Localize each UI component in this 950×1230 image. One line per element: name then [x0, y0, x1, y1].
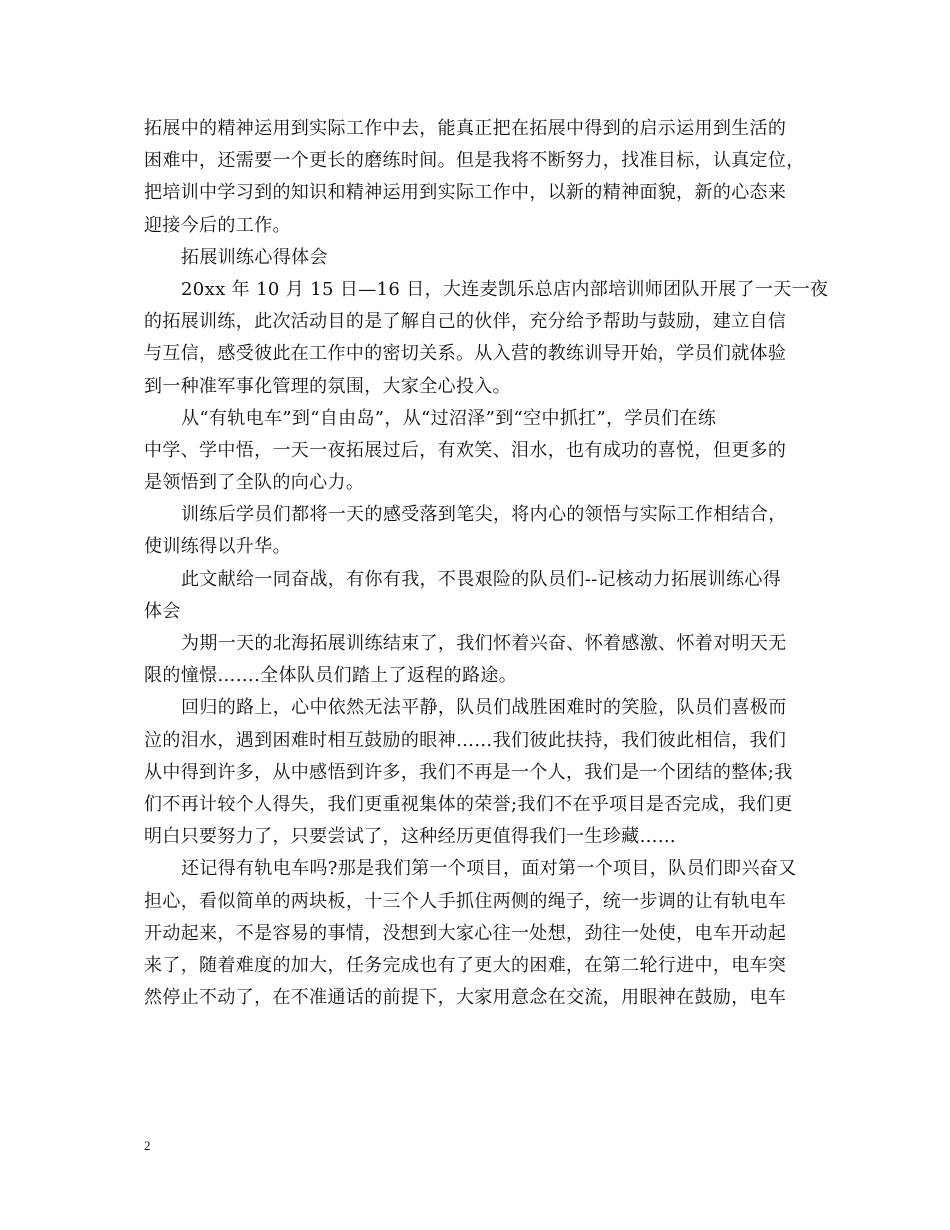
text-line: 限的憧憬…….全体队员们踏上了返程的路途。 — [144, 665, 518, 687]
text-line: 20xx 年 10 月 15 日—16 日，大连麦凯乐总店内部培训师团队开展了一天一夜 — [181, 278, 829, 300]
text-line: 回归的路上，心中依然无法平静，队员们战胜困难时的笑脸，队员们喜极而 — [181, 697, 787, 719]
text-line: 然停止不动了，在不准通话的前提下，大家用意念在交流，用眼神在鼓励，电车 — [144, 987, 787, 1009]
page-number: 2 — [144, 1138, 151, 1153]
text-line: 明白只要努力了，只要尝试了，这种经历更值得我们一生珍藏…… — [144, 826, 677, 848]
text-line: 使训练得以升华。 — [144, 536, 291, 558]
text-line: 从中得到许多，从中感悟到许多，我们不再是一个人，我们是一个团结的整体;我 — [144, 761, 793, 783]
text-line: 与互信，感受彼此在工作中的密切关系。从入营的教练训导开始，学员们就体验 — [144, 343, 787, 365]
text-line: 泣的泪水，遇到困难时相互鼓励的眼神……我们彼此扶持，我们彼此相信，我们 — [144, 729, 787, 751]
text-line: 从“有轨电车”到“自由岛”，从“过沼泽”到“空中抓扛”，学员们在练 — [181, 407, 717, 429]
text-line: 的拓展训练，此次活动目的是了解自己的伙伴，充分给予帮助与鼓励，建立自信 — [144, 311, 787, 333]
text-line: 来了，随着难度的加大，任务完成也有了更大的困难，在第二轮行进中，电车突 — [144, 954, 787, 976]
text-line: 到一种准军事化管理的氛围，大家全心投入。 — [144, 375, 511, 397]
document-body — [144, 113, 829, 1014]
text-line: 训练后学员们都将一天的感受落到笔尖，将内心的领悟与实际工作相结合， — [181, 504, 787, 526]
text-line: 把培训中学习到的知识和精神运用到实际工作中，以新的精神面貌，新的心态来 — [144, 182, 787, 204]
text-line: 为期一天的北海拓展训练结束了，我们怀着兴奋、怀着感激、怀着对明天无 — [181, 633, 787, 654]
text-line: 担心，看似简单的两块板，十三个人手抓住两侧的绳子，统一步调的让有轨电车 — [144, 890, 787, 912]
text-line: 体会 — [144, 600, 181, 622]
text-line: 迎接今后的工作。 — [144, 214, 291, 236]
text-line: 是领悟到了全队的向心力。 — [144, 472, 365, 494]
text-line: 中学、学中悟，一天一夜拓展过后，有欢笑、泪水，也有成功的喜悦，但更多的 — [144, 439, 787, 461]
text-line: 还记得有轨电车吗?那是我们第一个项目，面对第一个项目，队员们即兴奋又 — [181, 858, 797, 880]
text-line: 拓展训练心得体会 — [181, 246, 328, 268]
text-line: 开动起来，不是容易的事情，没想到大家心往一处想，劲往一处使，电车开动起 — [144, 922, 787, 944]
text-line: 拓展中的精神运用到实际工作中去，能真正把在拓展中得到的启示运用到生活的 — [144, 118, 787, 139]
text-line: 困难中，还需要一个更长的磨练时间。但是我将不断努力，找准目标，认真定位， — [144, 150, 805, 172]
text-line: 们不再计较个人得失，我们更重视集体的荣誉;我们不在乎项目是否完成，我们更 — [144, 793, 793, 815]
text-line: 此文献给一同奋战，有你有我，不畏艰险的队员们--记核动力拓展训练心得 — [181, 568, 782, 590]
